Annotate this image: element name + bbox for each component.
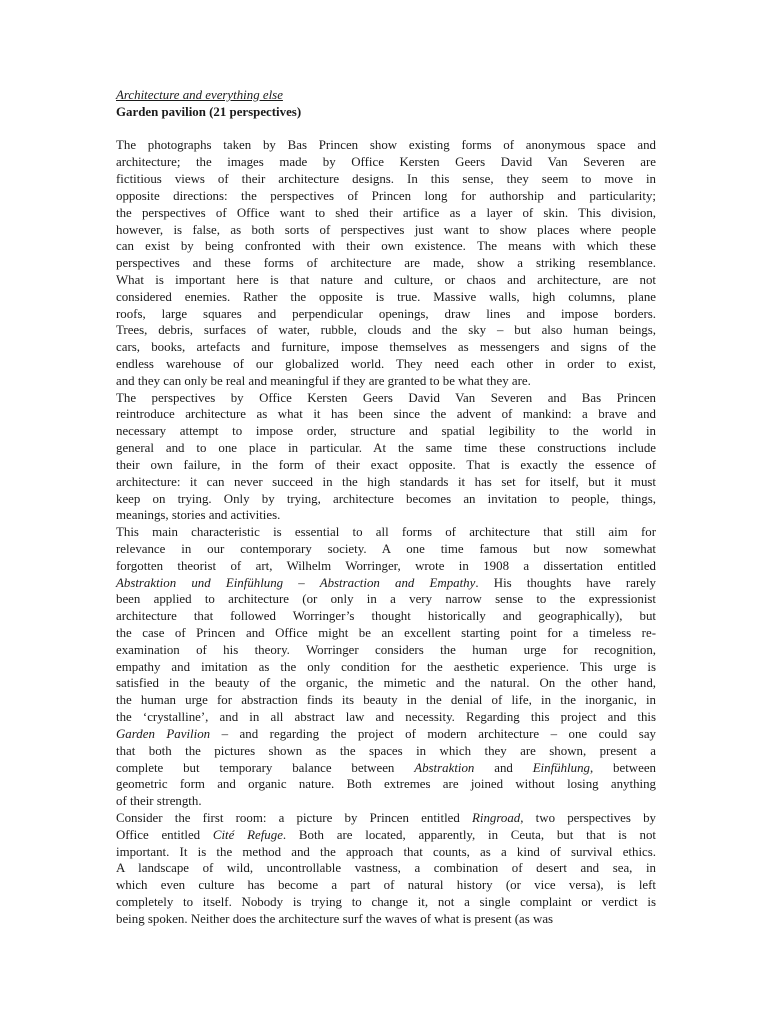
text-line: complete but temporary balance between Abstraktion and Einfühlung, between	[116, 760, 656, 775]
text-line: What is important here is that nature and culture, or chaos and architecture, are not	[116, 272, 656, 287]
text-line: examination of his theory. Worringer considers the human urge for recognition,	[116, 642, 656, 657]
text-line: Office entitled Cité Refuge. Both are located, apparently, in Ceuta, but that is not	[116, 827, 657, 842]
text-line: the human urge for abstraction finds its beauty in the denial of life, in the inorganic, in	[116, 693, 656, 708]
text-line: This main characteristic is essential to all forms of architecture that still aim for	[116, 525, 656, 540]
text-line: perspectives and these forms of architecture are made, show a striking resemblance.	[116, 256, 656, 271]
text-line: Trees, debris, surfaces of water, rubble, clouds and the sky – but also human beings,	[116, 323, 656, 338]
text-line: can exist by being confronted with their own existence. The means with which these	[116, 239, 656, 254]
text-line: however, is false, as both sorts of perspectives just want to show places where people	[116, 222, 656, 237]
text-line: Garden Pavilion – and regarding the project of modern architecture – one could say	[116, 726, 656, 741]
text-line: fictitious views of their architecture designs. In this sense, they seem to move in	[116, 172, 656, 187]
document-subtitle: Garden pavilion (21 perspectives)	[116, 104, 302, 119]
text-line: forgotten theorist of art, Wilhelm Worringer, wrote in 1908 a dissertation entitled	[116, 558, 656, 573]
text-line: endless warehouse of our globalized world. They need each other in order to exist,	[116, 357, 656, 371]
text-line: architecture; the images made by Office Kersten Geers David Van Severen are	[116, 155, 656, 170]
text-line: keep on trying. Only by trying, architecture becomes an invitation to people, things,	[116, 491, 656, 506]
text-line: A landscape of wild, uncontrollable vastness, a combination of desert and sea, in	[116, 861, 656, 876]
text-line: cars, books, artefacts and furniture, impose themselves as messengers and signs of the	[116, 340, 656, 355]
text-line: The perspectives by Office Kersten Geers David Van Severen and Bas Princen	[116, 390, 656, 405]
text-line: considered enemies. Rather the opposite is true. Massive walls, high columns, plane	[116, 289, 656, 304]
text-line: empathy and imitation as the only condition for the aesthetic experience. This urge is	[116, 659, 656, 674]
text-line: satisfied in the beauty of the organic, the mimetic and the natural. On the other hand,	[116, 676, 656, 691]
text-line: architecture that followed Worringer’s thought historically and geographically), but	[116, 609, 656, 624]
text-line: general and to one place in particular. At the same time these constructions include	[116, 441, 656, 456]
text-line: relevance in our contemporary society. A one time famous but now somewhat	[116, 541, 656, 556]
text-line: Abstraktion und Einfühlung – Abstraction and Empathy. His thoughts have rarely	[116, 575, 656, 590]
text-line: The photographs taken by Bas Princen show existing forms of anonymous space and	[116, 138, 656, 153]
text-line: completely to itself. Nobody is trying to change it, not a single complaint or verdict is	[116, 895, 656, 909]
text-line: the case of Princen and Office might be an excellent starting point for a timeless re-	[116, 626, 656, 640]
text-line: and they can only be real and meaningful if they are granted to be what they are.	[116, 373, 531, 388]
text-line: architecture: it can never succeed in the high standards it has set for itself, but it must	[116, 474, 656, 489]
text-line: reintroduce architecture as what it has been since the advent of mankind: a brave and	[116, 407, 656, 422]
text-line: which even culture has become a part of natural history (or vice versa), is left	[116, 878, 656, 893]
text-line: that both the pictures shown as the spaces in which they are shown, present a	[116, 743, 656, 758]
body-text	[116, 137, 656, 927]
text-line: the ‘crystalline’, and in all abstract law and necessity. Regarding this project and this	[116, 710, 656, 725]
document-title: Architecture and everything else	[116, 88, 283, 102]
text-line: Consider the first room: a picture by Princen entitled Ringroad, two perspectives by	[116, 810, 657, 825]
text-line: geometric form and organic nature. Both extremes are joined without losing anything	[116, 777, 656, 792]
text-line: being spoken. Neither does the architecture surf the waves of what is present (as was	[116, 911, 554, 926]
text-line: the perspectives of Office want to shed their artifice as a layer of skin. This division,	[116, 205, 656, 220]
text-line: their own failure, in the form of their exact opposite. That is exactly the essence of	[116, 457, 656, 472]
text-line: meanings, stories and activities.	[116, 508, 281, 523]
title-spacer	[116, 121, 656, 138]
document-page	[116, 87, 656, 928]
text-line: roofs, large squares and perpendicular openings, draw lines and impose borders.	[116, 306, 656, 321]
text-line: of their strength.	[116, 794, 202, 809]
text-line: necessary attempt to impose order, structure and spatial legibility to the world in	[116, 424, 656, 439]
text-line: important. It is the method and the approach that counts, as a kind of survival ethics.	[116, 844, 656, 859]
text-line: opposite directions: the perspectives of Princen long for authorship and particularity;	[116, 188, 656, 203]
text-line: been applied to architecture (or only in a very narrow sense to the expressionist	[116, 592, 656, 607]
